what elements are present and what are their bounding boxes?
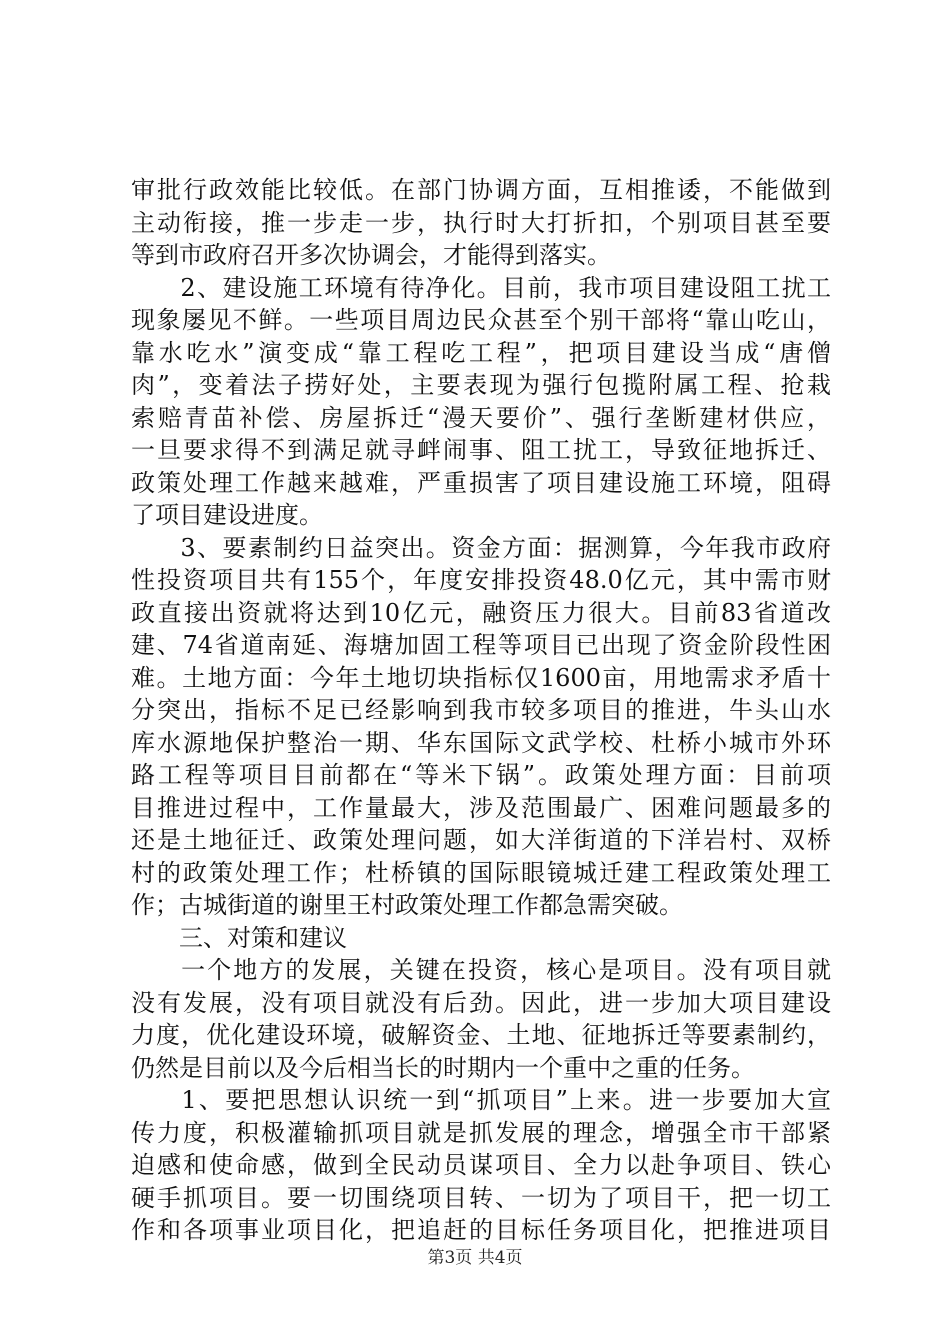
text-line: 分突出，指标不足已经影响到我市较多项目的推进，牛头山水 [131,696,831,724]
text-line: 仍然是目前以及今后相当长的时期内一个重中之重的任务。 [131,1053,755,1082]
page-number-footer: 第3页 共4页 [427,1248,523,1268]
text-line: 没有发展，没有项目就没有后劲。因此，进一步加大项目建设 [131,988,831,1017]
paragraph-start-line: 2、建设施工环境有待净化。目前，我市项目建设阻工扰工 [155,273,831,302]
text-line: 作；古城街道的谢里王村政策处理工作都急需突破。 [131,891,683,919]
text-line: 还是土地征迁、政策处理问题，如大洋街道的下洋岩村、双桥 [131,826,831,854]
paragraph-start-line: 一个地方的发展，关键在投资，核心是项目。没有项目就 [155,956,831,984]
text-line: 硬手抓项目。要一切围绕项目转、一切为了项目干，把一切工 [131,1183,831,1212]
text-line: 索赔青苗补偿、房屋拆迁“漫天要价”、强行垄断建材供应， [131,403,831,432]
text-line: 审批行政效能比较低。在部门协调方面，互相推诿，不能做到 [131,176,831,204]
text-line: 村的政策处理工作；杜桥镇的国际眼镜城迁建工程政策处理工 [131,858,831,887]
text-line: 库水源地保护整治一期、华东国际文武学校、杜桥小城市外环 [131,728,831,757]
document-body [131,174,831,1247]
text-line: 性投资项目共有155个，年度安排投资48.0亿元，其中需市财 [131,566,831,594]
text-line: 路工程等项目目前都在“等米下锅”。政策处理方面：目前项 [131,761,831,789]
text-line: 建、74省道南延、海塘加固工程等项目已出现了资金阶段性困 [131,631,831,659]
text-line: 迫感和使命感，做到全民动员谋项目、全力以赴争项目、铁心 [131,1151,831,1179]
text-line: 政策处理工作越来越难，严重损害了项目建设施工环境，阻碍 [131,468,831,497]
text-line: 现象屡见不鲜。一些项目周边民众甚至个别干部将“靠山吃山， [131,306,831,334]
text-line: 主动衔接，推一步走一步，执行时大打折扣，个别项目甚至要 [131,208,831,237]
paragraph-start-line: 3、要素制约日益突出。资金方面：据测算，今年我市政府 [155,533,831,562]
text-line: 一旦要求得不到满足就寻衅闹事、阻工扰工，导致征地拆迁、 [131,436,831,464]
text-line: 作和各项事业项目化，把追赶的目标任务项目化，把推进项目 [131,1216,831,1244]
text-line: 力度，优化建设环境，破解资金、土地、征地拆迁等要素制约， [131,1021,831,1049]
text-line: 肉”，变着法子捞好处，主要表现为强行包揽附属工程、抢栽 [131,371,831,399]
text-line: 传力度，积极灌输抓项目就是抓发展的理念，增强全市干部紧 [131,1118,831,1147]
paragraph-start-line: 1、要把思想认识统一到“抓项目”上来。进一步要加大宣 [155,1086,831,1114]
text-line: 靠水吃水”演变成“靠工程吃工程”，把项目建设当成“唐僧 [131,338,831,367]
text-line: 了项目建设进度。 [131,501,323,529]
text-line: 目推进过程中，工作量最大，涉及范围最广、困难问题最多的 [131,793,831,822]
text-line: 政直接出资就将达到10亿元，融资压力很大。目前83省道改 [131,598,831,627]
text-line: 等到市政府召开多次协调会，才能得到落实。 [131,241,611,269]
section-heading: 三、对策和建议 [155,923,347,952]
text-line: 难。土地方面：今年土地切块指标仅1600亩，用地需求矛盾十 [131,663,831,692]
